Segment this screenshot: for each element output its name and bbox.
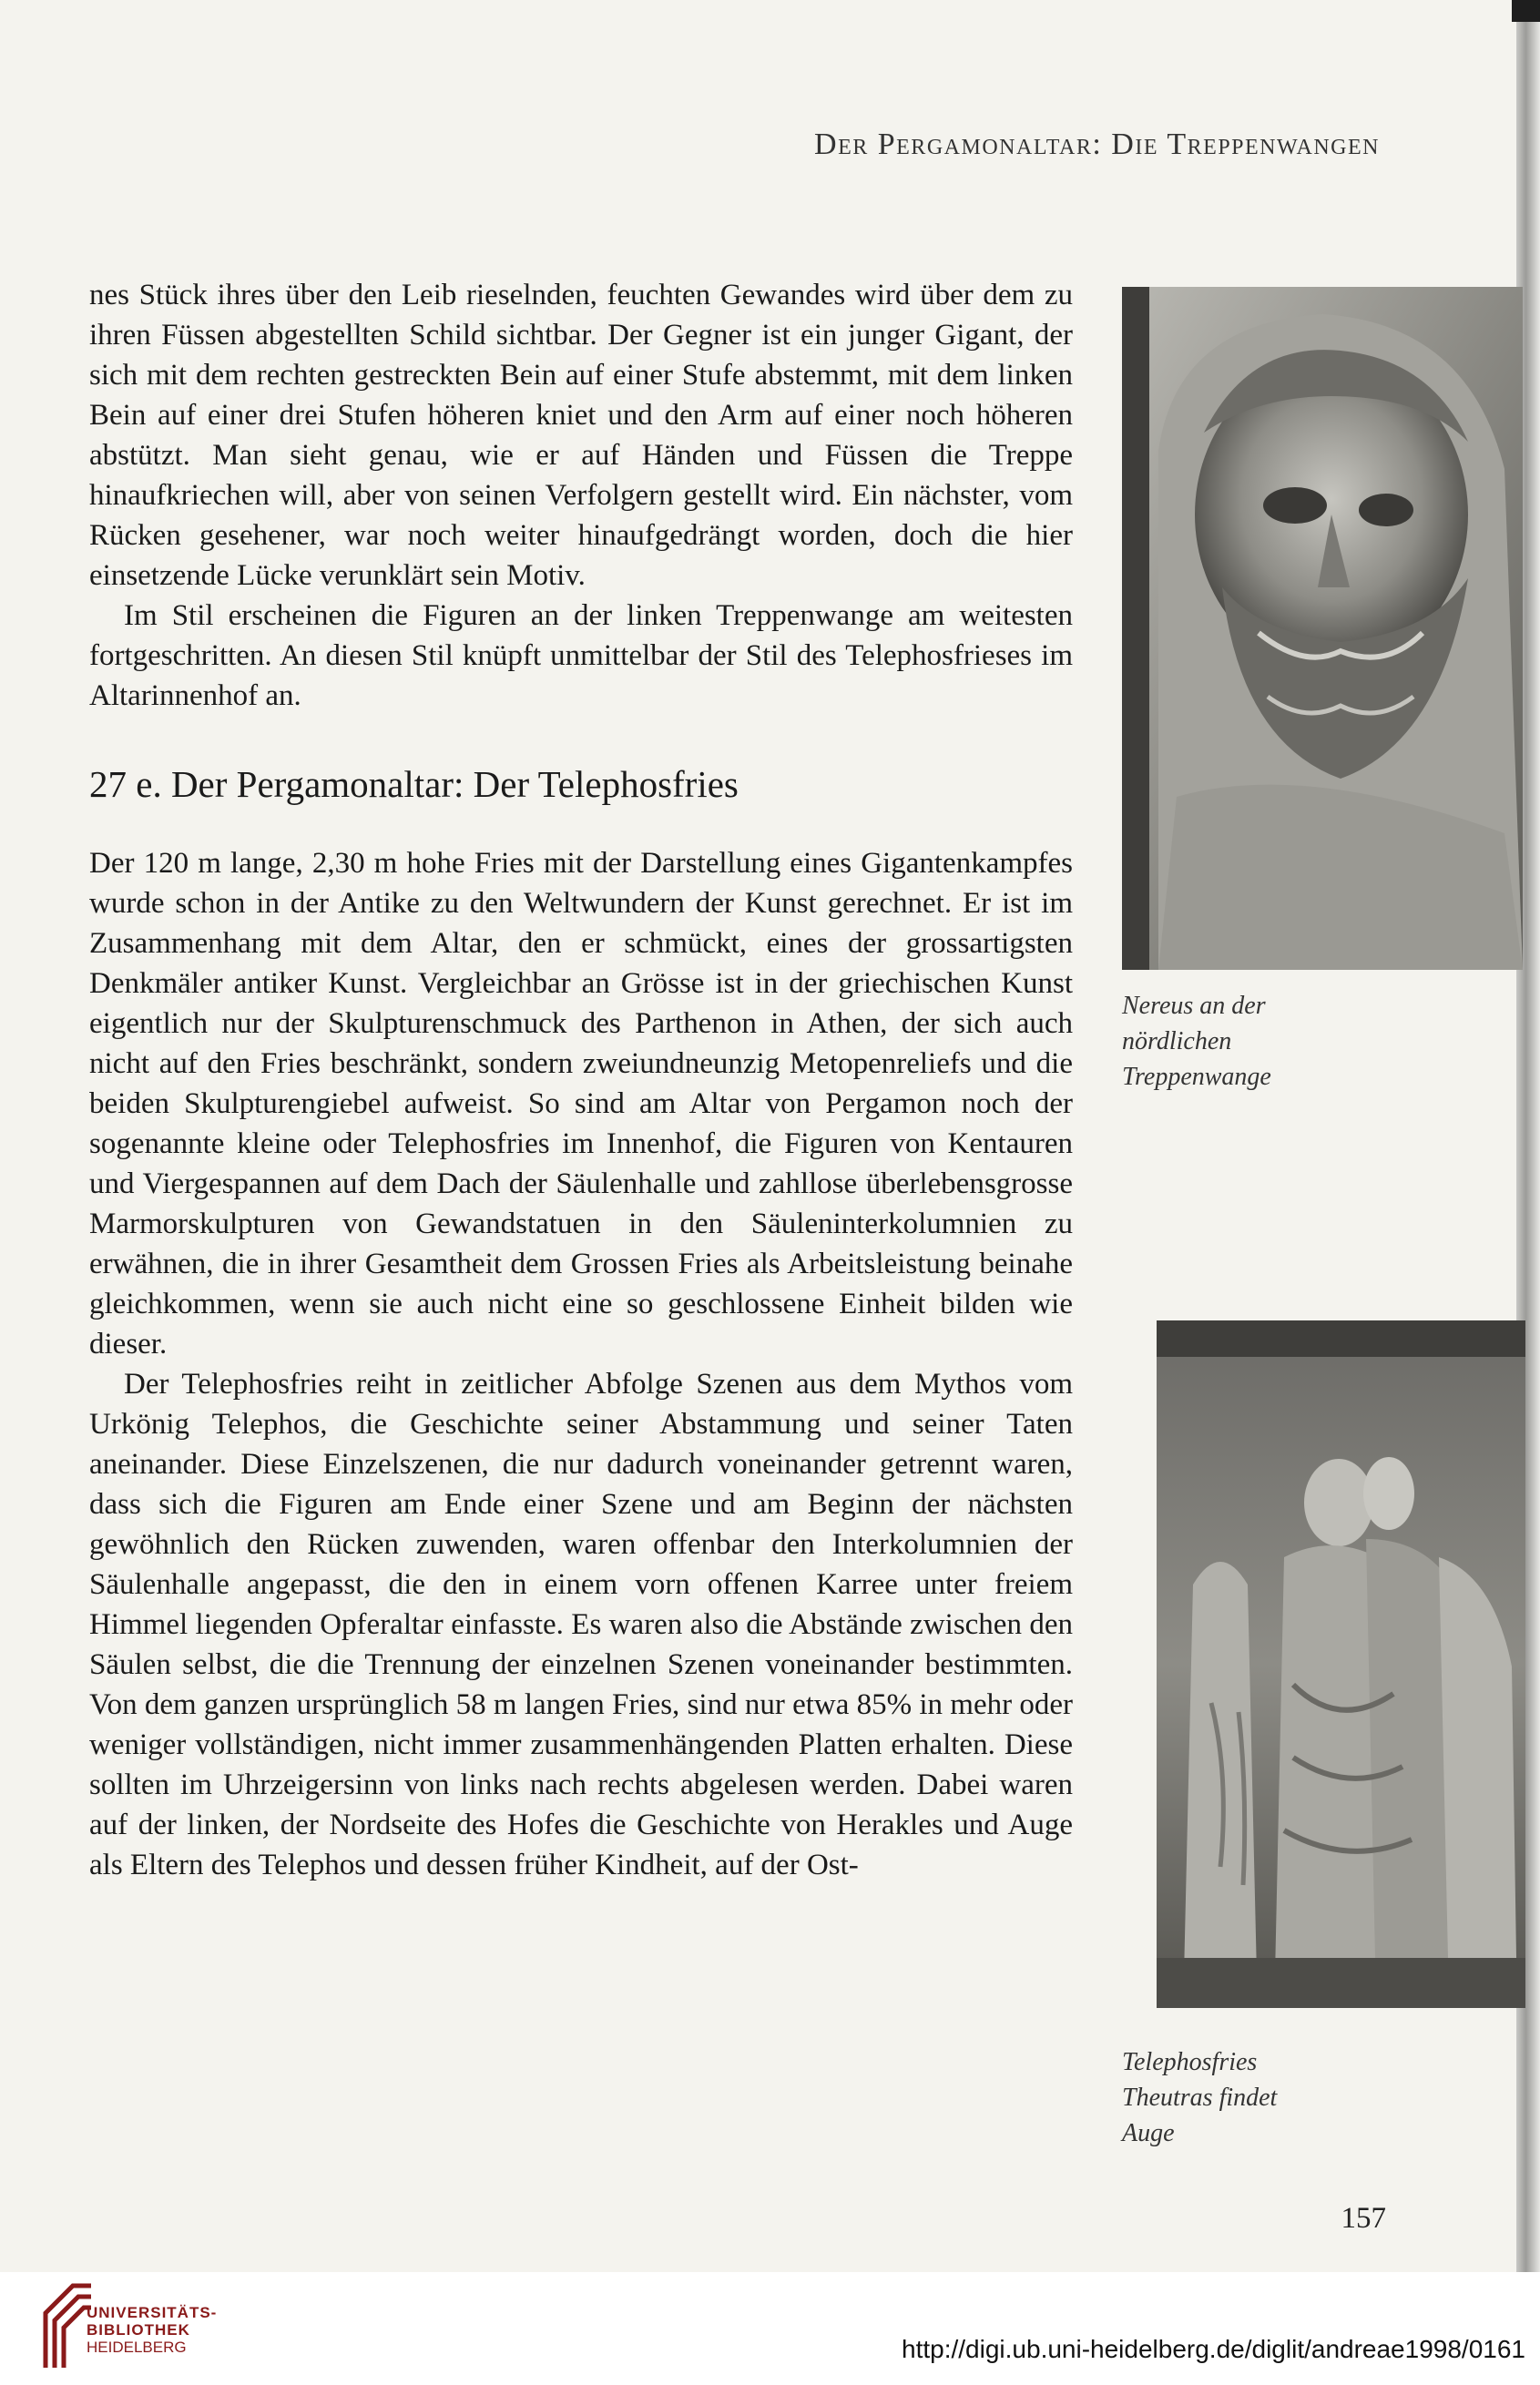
figure-telephos-photo	[1157, 1320, 1525, 2008]
paragraph-2: Im Stil erscheinen die Figuren an der linken Treppenwange am weitesten fortgeschritten. An diesen Stil knüpft unmittelbar der Stil des Telephosfrieses im Altarinnenhof an.	[89, 599, 1073, 712]
paragraph-4: Der Telephosfries reiht in zeitlicher Abfolge Szenen aus dem Mythos vom Urkönig Telephos, die Geschichte seiner Abstammung und seiner Taten aneinander. Diese Einzelszenen, die nur dadurch voneinander getrennt waren, dass sich die Figuren am Ende einer Szene und am Beginn der nächsten gewöhnlich den Rücken zuwenden, waren offenbar den Interkolumnien der Säulenhalle angepasst, die den in einem vorn offenen Karree unter freiem Himmel liegenden Opferaltar einfasste. Es waren also die Abstände zwischen den Säulen selbst, die die Trennung der einzelnen Szenen voneinander bestimmten. Von dem ganzen ursprünglich 58 m langen Fries, sind nur etwa 85% in mehr oder weniger vollständigen, nicht immer zusammenhängenden Platten erhalten. Diese sollten im Uhrzeigersinn von links nach rechts abgelesen werden. Dabei waren auf der linken, der Nordseite des Hofes die Geschichte von Herakles und Auge als Eltern des Telephos und dessen früher Kindheit, auf der Ost-	[89, 1368, 1073, 1881]
caption-line: Theutras findet	[1122, 2084, 1278, 2112]
nereus-relief-image	[1122, 287, 1523, 970]
library-line: BIBLIOTHEK	[87, 2321, 190, 2339]
caption-line: Telephosfries	[1122, 2048, 1258, 2076]
page-number: 157	[1341, 2202, 1386, 2235]
section-heading: 27 e. Der Pergamonaltar: Der Telephosfries	[89, 763, 739, 805]
paragraph-3: Der 120 m lange, 2,30 m hohe Fries mit der Darstellung eines Gigantenkampfes wurde schon in der Antike zu den Weltwundern der Kunst gerechnet. Er ist im Zusammenhang mit dem Altar, den er schmückt, eines der grossartigsten Denkmäler antiker Kunst. Vergleichbar an Grösse ist in der griechischen Kunst eigentlich nur der Skulpturenschmuck des Parthenon in Athen, der sich auch nicht auf den Fries beschränkt, sondern zweiundneunzig Metopenreliefs und die beiden Skulpturengiebel aufweist. So sind am Altar von Pergamon noch der sogenannte kleine oder Telephosfries im Innenhof, die Figuren von Kentauren und Viergespannen auf dem Dach der Säulenhalle und zahllose überlebensgrosse Marmorskulpturen von Gewandstatuen in den Säuleninterkolumnien zu erwähnen, die in ihrer Gesamtheit dem Grossen Fries als Arbeitsleistung beinahe gleichkommen, wenn sie auch nicht eine so geschlossene Einheit bilden wie dieser.	[89, 847, 1073, 1361]
paragraph-1: nes Stück ihres über den Leib rieselnden, feuchten Gewandes wird über dem zu ihren Füssen abgestellten Schild sichtbar. Der Gegner ist ein junger Gigant, der sich mit dem rechten gestreckten Bein auf einer Stufe abstemmt, mit dem linken Bein auf einer drei Stufen höheren kniet und den Arm auf einer noch höheren abstützt. Man sieht genau, wie er auf Händen und Füssen die Treppe hinaufkriechen will, aber von seinen Verfolgern gestellt wird. Ein nächster, vom Rücken gesehener, war noch weiter hinaufgedrängt worden, doch die hier einsetzende Lücke verunklärt sein Motiv.	[89, 279, 1073, 592]
caption-figure-1	[1122, 988, 1271, 1095]
digitization-footer	[0, 2272, 1540, 2385]
caption-line: nördlichen	[1122, 1027, 1232, 1055]
library-name	[87, 2304, 217, 2356]
caption-line: Treppenwange	[1122, 1063, 1271, 1091]
figure-nereus-photo	[1122, 287, 1523, 970]
source-url-link[interactable]: http://digi.ub.uni-heidelberg.de/diglit/andreae1998/0161	[902, 2335, 1525, 2363]
library-line: HEIDELBERG	[87, 2339, 187, 2356]
caption-line: Auge	[1122, 2119, 1175, 2147]
caption-figure-2	[1122, 2044, 1277, 2151]
telephos-relief-image	[1157, 1320, 1525, 2008]
caption-line: Nereus an der	[1122, 992, 1266, 1020]
page-corner-dark	[1512, 0, 1540, 22]
running-head: Der Pergamonaltar: Die Treppenwangen	[814, 127, 1380, 161]
library-line: UNIVERSITÄTS-	[87, 2304, 218, 2321]
main-text-column	[89, 275, 1073, 1885]
